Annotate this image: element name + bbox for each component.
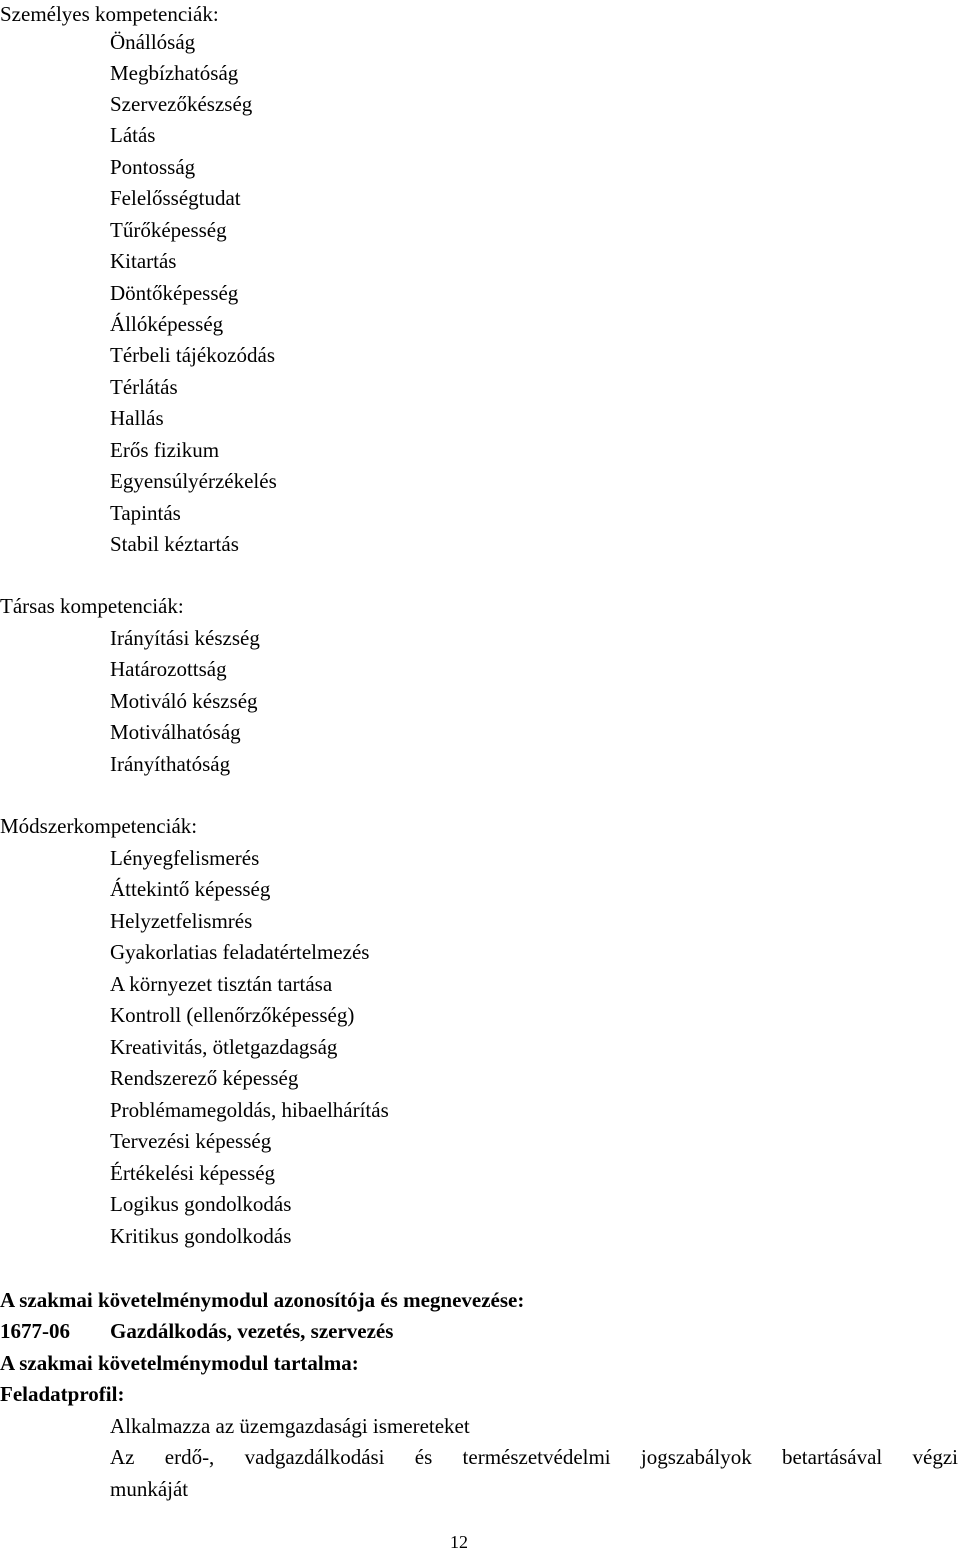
list-item: Motiválhatóság <box>110 720 241 744</box>
list-item: Pontosság <box>110 155 196 179</box>
list-item: Értékelési képesség <box>110 1161 276 1185</box>
list-item: Kitartás <box>110 249 177 273</box>
list-item: Logikus gondolkodás <box>110 1192 292 1216</box>
task-item-long: Az erdő-, vadgazdálkodási és természetvédelmi jogszabályok betartásával végzi <box>110 1445 958 1469</box>
list-item: Kreativitás, ötletgazdagság <box>110 1035 338 1059</box>
module-content-heading: A szakmai követelménymodul tartalma: <box>0 1351 359 1375</box>
list-item: Térbeli tájékozódás <box>110 343 276 367</box>
list-item: Szervezőkészség <box>110 92 253 116</box>
personal-competencies-heading: Személyes kompetenciák: <box>0 2 219 26</box>
list-item: Tűrőképesség <box>110 218 227 242</box>
list-item: Hallás <box>110 406 164 430</box>
list-item: Stabil kéztartás <box>110 532 239 556</box>
list-item: Megbízhatóság <box>110 61 239 85</box>
task-item: Alkalmazza az üzemgazdasági ismereteket <box>110 1414 470 1438</box>
list-item: Áttekintő képesség <box>110 877 271 901</box>
list-item: Helyzetfelismrés <box>110 909 253 933</box>
page-number: 12 <box>450 1532 468 1552</box>
list-item: Egyensúlyérzékelés <box>110 469 277 493</box>
module-id-heading: A szakmai követelménymodul azonosítója és megnevezése: <box>0 1288 525 1312</box>
task-profile-heading: Feladatprofil: <box>0 1382 125 1406</box>
module-code: 1677-06 <box>0 1319 70 1343</box>
module-code-line <box>0 1317 393 1345</box>
list-item: Lényegfelismerés <box>110 846 260 870</box>
method-competencies-heading: Módszerkompetenciák: <box>0 814 198 838</box>
list-item: A környezet tisztán tartása <box>110 972 333 996</box>
list-item: Problémamegoldás, hibaelhárítás <box>110 1098 389 1122</box>
list-item: Irányítási készség <box>110 626 260 650</box>
module-name: Gazdálkodás, vezetés, szervezés <box>110 1319 394 1343</box>
list-item: Felelősségtudat <box>110 186 241 210</box>
list-item: Döntőképesség <box>110 281 239 305</box>
list-item: Tapintás <box>110 501 181 525</box>
list-item: Tervezési képesség <box>110 1129 272 1153</box>
list-item: Irányíthatóság <box>110 752 231 776</box>
list-item: Motiváló készség <box>110 689 258 713</box>
list-item: Látás <box>110 123 156 147</box>
list-item: Gyakorlatias feladatértelmezés <box>110 940 370 964</box>
list-item: Kritikus gondolkodás <box>110 1224 292 1248</box>
list-item: Térlátás <box>110 375 178 399</box>
list-item: Kontroll (ellenőrzőképesség) <box>110 1003 355 1027</box>
task-item-continuation: munkáját <box>110 1477 189 1501</box>
list-item: Határozottság <box>110 657 227 681</box>
list-item: Erős fizikum <box>110 438 220 462</box>
list-item: Rendszerező képesség <box>110 1066 299 1090</box>
list-item: Állóképesség <box>110 312 224 336</box>
list-item: Önállóság <box>110 30 196 54</box>
social-competencies-heading: Társas kompetenciák: <box>0 594 184 618</box>
